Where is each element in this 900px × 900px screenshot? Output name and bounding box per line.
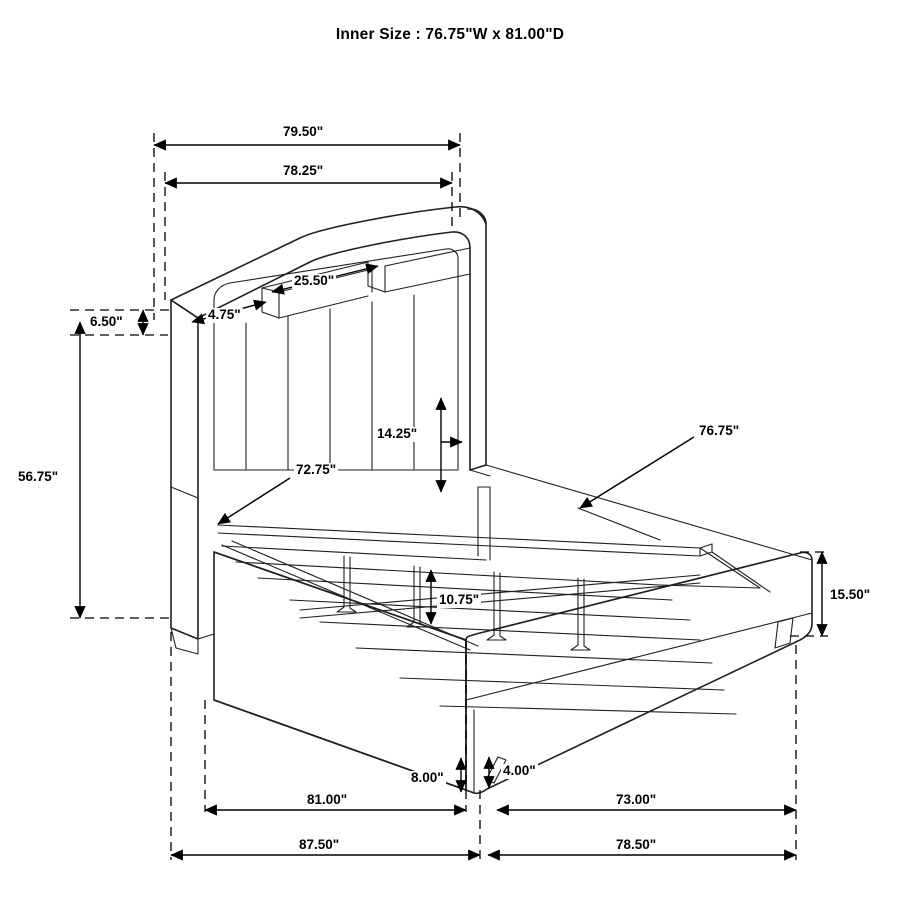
dim-inner-width-rail: 72.75" xyxy=(296,462,337,477)
dim-shelf-depth: 4.75" xyxy=(208,307,241,322)
dim-overall-length: 87.50" xyxy=(299,837,340,852)
dim-side-rail-length: 73.00" xyxy=(616,792,657,807)
page-title: Inner Size : 76.75"W x 81.00"D xyxy=(335,26,565,43)
dim-headboard-width: 78.25" xyxy=(283,163,324,178)
dim-leg-clearance: 10.75" xyxy=(439,592,480,607)
dim-footboard-rail-height: 8.00" xyxy=(411,770,444,785)
dim-slat-span: 14.25" xyxy=(377,426,418,441)
dim-foot-leg-height: 4.00" xyxy=(503,763,536,778)
dim-inner-length: 81.00" xyxy=(307,792,348,807)
dim-inner-depth-callout: 76.75" xyxy=(699,423,740,438)
dim-overall-side-length: 78.50" xyxy=(616,837,657,852)
dim-footboard-height: 15.50" xyxy=(830,587,871,602)
dim-shelf-width: 25.50" xyxy=(294,273,335,288)
dim-shelf-height: 6.50" xyxy=(90,314,123,329)
dim-headboard-overall-height: 56.75" xyxy=(18,469,59,484)
dim-overall-width-top: 79.50" xyxy=(283,124,324,139)
